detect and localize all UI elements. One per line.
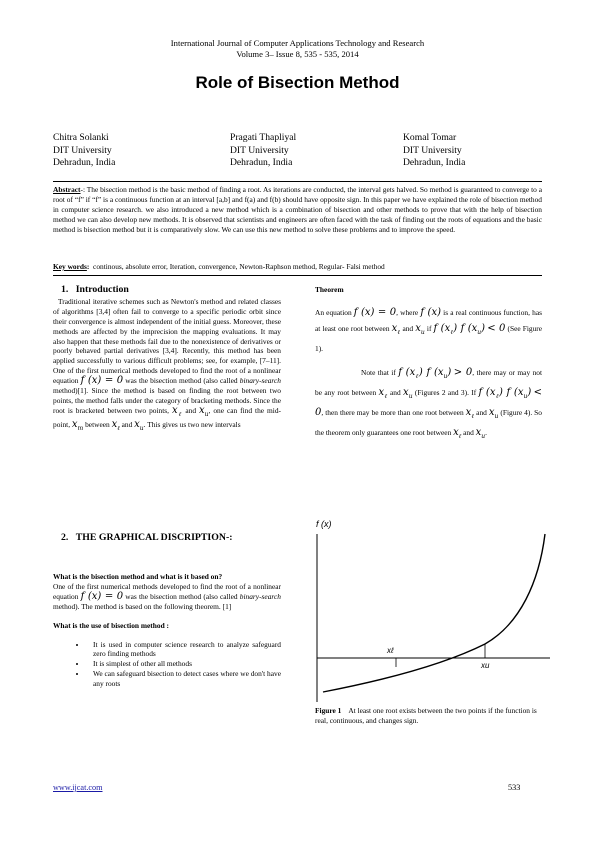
y-axis-label: f (x) [316,519,332,529]
figure-caption [315,706,542,726]
theorem-heading: Theorem [315,285,344,294]
keywords: Key words: continous, absolute error, Iteration, convergence, Newton-Raphson method, Regular- Falsi method [53,262,385,271]
keywords-text: continous, absolute error, Iteration, convergence, Newton-Raphson method, Regular- Falsi method [93,262,385,271]
theorem-paragraph-2: Note that if f $(x_\ell)$ f $(x_u) > 0$, there may or may not be any root between $x_\ell$ and $x_u$ (Figures 2 and 3). If f $(x_\ell)$ f $(x_u) < 0$, then there may be more than one root between $x_\ell$ and $x_u$ (Figure 4). So the theorem only guarantees one root between $x_\ell$ and $x_u$. [315,366,543,440]
paper-title: Role of Bisection Method [195,73,400,92]
bullet-list [53,640,281,690]
author-name: Chitra Solanki [53,132,109,143]
question-heading: What is the use of bisection method : [53,620,169,630]
abstract-label: Abstract [53,185,81,194]
author-affiliation: DIT University [230,144,289,156]
abstract [53,185,542,235]
author-affiliation: DIT University [53,144,112,156]
author-location: Dehradun, India [403,157,466,168]
xu-label: xu [481,661,490,670]
equation: f (x) = 0 [80,590,124,602]
page-number: 533 [508,783,521,792]
section-graphical [53,533,281,543]
divider [53,275,542,276]
equation: f (x) = 0 [353,306,397,318]
equation: f (x) = 0 [80,375,124,387]
list-item: • It is used in computer science research to analyze safeguard zero finding methods [87,640,281,660]
author-name: Pragati Thapliyal [230,132,297,143]
author-block-3 [403,132,465,170]
section-introduction [53,285,281,434]
list-item: • We can safeguard bisection to detect cases where we don't have any roots [87,669,281,689]
author-location: Dehradun, India [230,157,293,168]
abstract-text: -: The bisection method is the basic method of finding a root. As iterations are conducted, the interval gets halved. So method is guaranteed to converge to a root of “f” if “f” is a continuous function at an interval [a,b] and f(a) and f(b) should have opposite sign. In this paper we have explained the role of bisection method in computer science research. we also introduced a new method which is a combination of bisection and other methods to prove that with the help of bisection method we can also develop new methods. It is observed that scientists and engineers are often faced with the task of finding out the roots of equations and the basic method is bisection method but it is comparatively slow. We can use this new method to solve these problems and to improve the speed. [53,185,542,234]
section-theorem [315,285,542,445]
author-block-1 [53,132,115,170]
author-block-2 [230,132,296,170]
caption-label: Figure 1 [315,706,342,715]
journal-link[interactable]: www.ijcat.com [53,783,103,792]
author-location: Dehradun, India [53,157,116,168]
keywords-label: Key words [53,262,87,271]
section-heading: 1. Introduction [61,284,129,295]
xl-label: xℓ [387,646,394,655]
function-curve [323,534,545,692]
graphical-paragraph: One of the first numerical methods developed to find the root of a nonlinear equation f (x) = 0 was the bisection method (also called binary-search method). The method is based on the following theorem. [1] [53,581,281,611]
question-heading: What is the bisection method and what is it based on? [53,572,223,581]
section-heading: 2. THE GRAPHICAL DISCRIPTION-: [61,532,233,543]
divider [53,181,542,182]
journal-name: International Journal of Computer Applications Technology and Research [170,38,425,48]
figure-1-plot [305,512,550,704]
author-name: Komal Tomar [403,132,457,143]
equation: f (x) [420,306,441,318]
list-item: • It is simplest of other all methods [87,659,281,669]
graphical-body [53,572,281,689]
theorem-paragraph-1: An equation f (x) = 0, where f (x) is a real continuous function, has at least one root between $x_\ell$ and $x_u$ if f $(x_\ell)$ f $(x_u) < 0$ (See Figure 1). [315,306,543,353]
caption-text: At least one root exists between the two points if the function is real, continuous, and changes sign. [315,706,537,725]
author-affiliation: DIT University [403,144,462,156]
intro-paragraph: Traditional iterative schemes such as Newton's method and related classes of algorithms [3,4] often fail to converge to a specific periodic orbit since their convergence is almost independent of the initial guess. Moreover, these methods are affected by the imprecision the mapping evaluations. It may also happen that these methods fail due to the nonexistence of derivatives or poorly behaved partial derivatives [3,4]. Recently, this method has been applied successfully to various difficult problems; see, for example, [7–11]. One of the first numerical methods developed to find the root of a nonlinear equation f (x) = 0 was the bisection method (also called binary-search method)[1]. Since the method is based on finding the root between two points, the method falls under the category of bracketing methods. Since the root is bracketed between two points, $x_\ell$ and $x_u$, one can find the mid-point, $x_m$ between $x_\ell$ and $x_u$. This gives us two new intervals [53,296,281,432]
journal-volume: Volume 3– Issue 8, 535 - 535, 2014 [236,49,359,59]
